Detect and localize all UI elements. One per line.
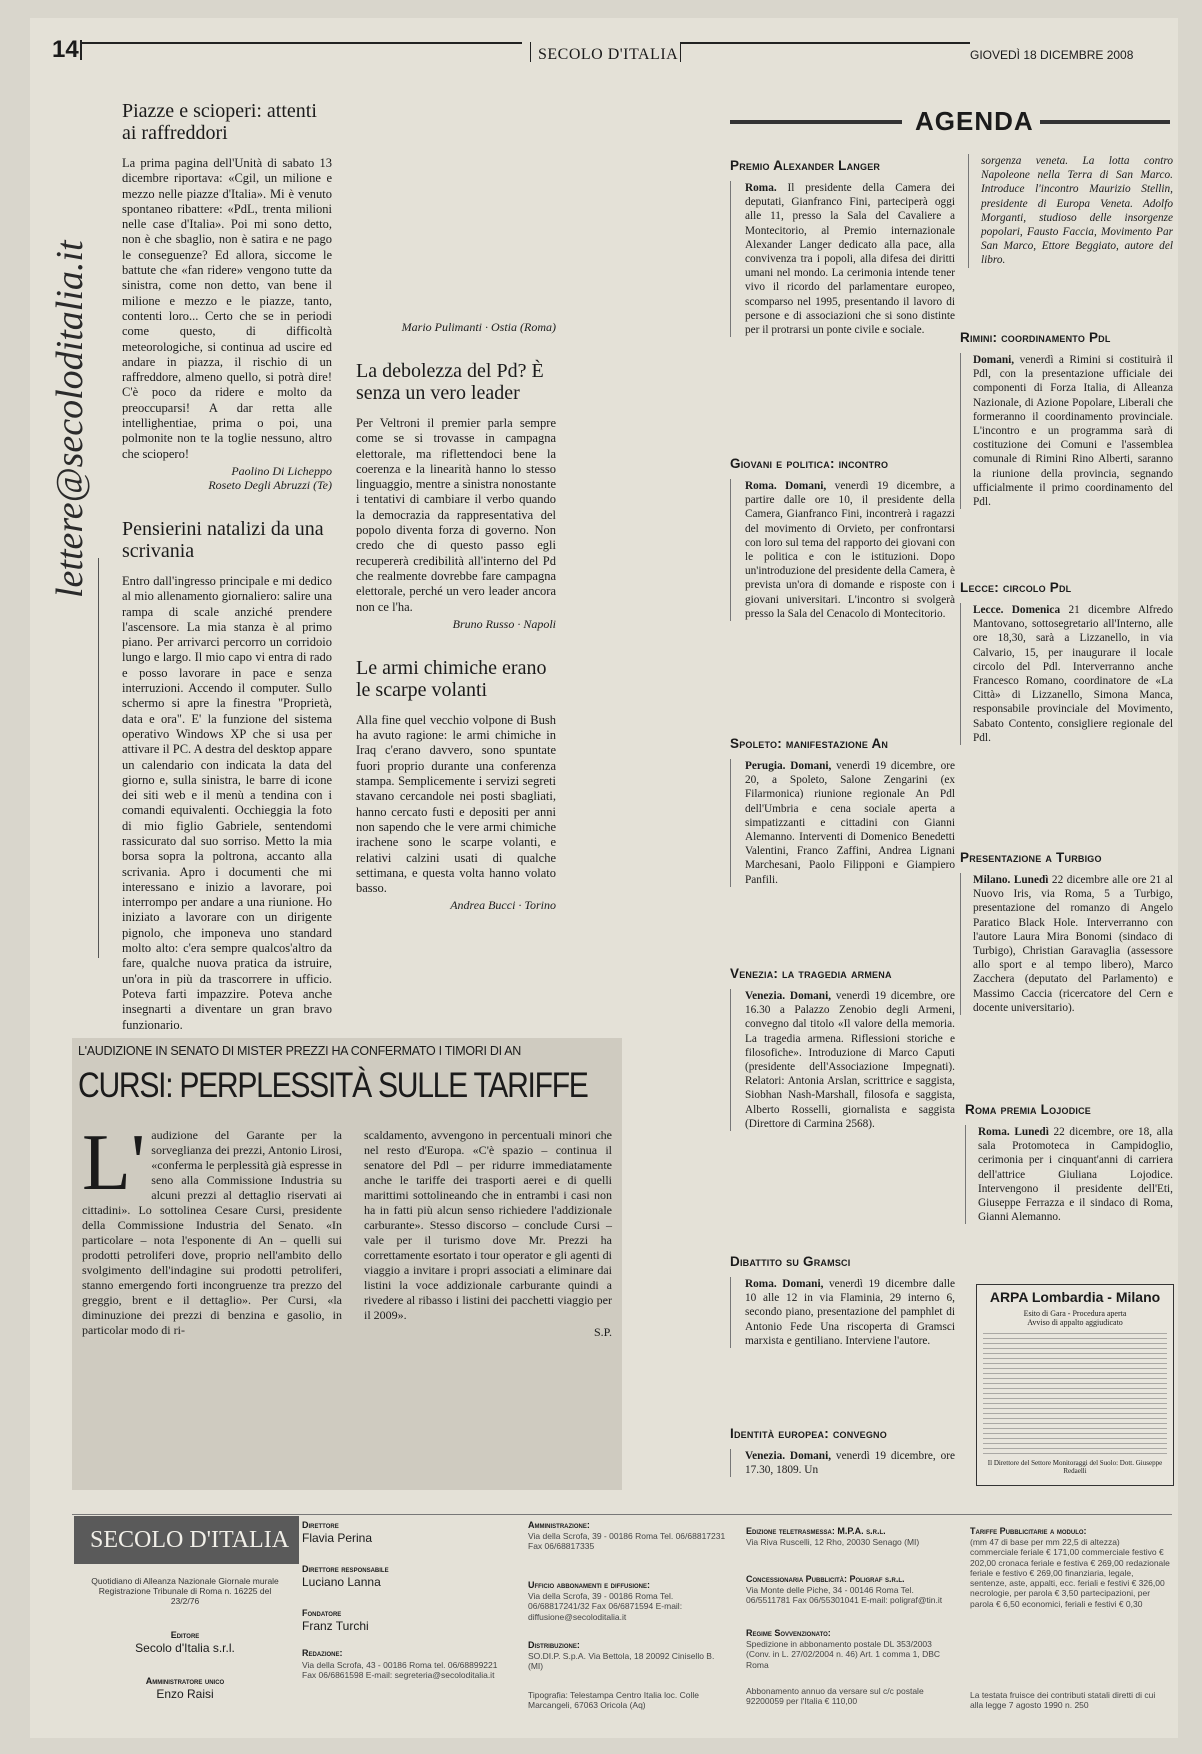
header-bar-mid xyxy=(530,42,531,62)
footer-redazione-label: Redazione: xyxy=(302,1648,343,1658)
arpa-ad xyxy=(976,1284,1174,1486)
arpa-ad-footer: Il Direttore del Settore Monitoraggi del Suolo: Dott. Giuseppe Redaelli xyxy=(987,1459,1163,1475)
agenda-item-4-body: venerdì 19 dicembre, ore 16.30 a Palazzo Zenobio degli Armeni, convegno dal titolo «Il valore della memoria. La tragedia armena. Riflessioni storiche e filosofiche». Introduzione di Marco Caputi (presidente dell'Associazione Impegnati). Relatori: Antonia Arslan, scrittrice e saggista, Siobhan Nash-Marshall, filosofa e saggista, Alberto Rosselli, giornalista e saggista (Direttore di Carmina 2568). xyxy=(745,990,955,1130)
footer-admin: Enzo Raisi xyxy=(156,1687,214,1701)
agenda-item-3-text xyxy=(730,759,955,887)
agenda-item-8 xyxy=(960,580,1173,745)
footer-fondatore: Franz Turchi xyxy=(302,1619,369,1633)
letter-1-body: La prima pagina dell'Unità di sabato 13 dicembre riportava: «Cgil, un milione e mezzo nelle piazze d'Italia». Mi è venuto spontaneo ribattere: «PdL, trenta milioni nelle case d'Italia». Poi mi sono detto, non è che sbaglio, non è satira e ne pago le conseguenze? Ed allora, siccome le battute che «fan ridere» vengono tutte da sinistra, come non detto, van bene il milione e mezzo e le piazze, tanto, contenti loro... Certo che se in periodi come questo, di difficoltà meteorologiche, si continua ad uscire ed andare in piazza, il rischio di un raffreddore, almeno quello, si potrà dire! C'è poco da ridere e molto da preoccuparsi! A dar retta alle intellighentiae, prima o poi, una polmonite non te la toglie nessuno, altro che sciopero! xyxy=(122,156,332,461)
agenda-item-1-lead: Roma. xyxy=(745,182,777,194)
footer-direttore-label: Direttore xyxy=(302,1520,339,1530)
letter-3-signature-name: Bruno Russo xyxy=(452,616,515,631)
agenda-rule-right xyxy=(1040,120,1170,124)
agenda-item-4-head: Venezia: la tragedia armena xyxy=(730,966,892,981)
letters-col-1 xyxy=(122,100,332,1032)
letters-col-2 xyxy=(356,100,556,912)
vertical-divider xyxy=(98,558,99,958)
agenda-item-7-lead: Domani, xyxy=(973,354,1015,366)
agenda-item-3-lead: Perugia. Domani, xyxy=(745,760,832,772)
letter-1-signature: Paolino Di Licheppo xyxy=(231,463,332,478)
agenda-item-9 xyxy=(960,850,1173,1015)
agenda-item-2 xyxy=(730,456,955,621)
footer-contributi: La testata fruisce dei contributi statali diretti di cui alla legge 7 agosto 1990 n. 250 xyxy=(970,1690,1156,1711)
agenda-item-8-text xyxy=(960,603,1173,745)
agenda-item-4 xyxy=(730,966,955,1131)
agenda-item-9-lead: Milano. Lunedì xyxy=(973,874,1049,886)
feature-col-2 xyxy=(364,1128,612,1339)
agenda-item-5-head: Dibattito su Gramsci xyxy=(730,1254,851,1269)
agenda-item-3-head: Spoleto: manifestazione An xyxy=(730,736,889,751)
letter-2-body: Entro dall'ingresso principale e mi dedico al mio allenamento giornaliero: salire una rampa di scale anziché prendere l'ascensore. La mia stanza è al primo piano. Per arrivarci percorro un corridoio lungo e largo. Il mio capo vi entra di rado e posso lavorare in pace e senza interruzioni. Accendo il computer. Sullo schermo si apre la finestra "Proprietà, data e ora". E' la funzione del sistema operativo Windows XP che si usa per attivare il PC. A destra del desktop appare un calendario con indicata la data del giorno e, sulla sinistra, le barre di icone dei siti web e il menù a tendina con i comandi equivalenti. Occhieggia la foto di mio figlio Gabriele, sentendomi rassicurato dal suo sorriso. Metto la mia borsa sopra la poltrona, accanto alla scrivania. Apro i documenti che mi interessano e inizio a lavorare, poi interrompo per andare a una riunione. Ho iniziato a lavorare con un dirigente pignolo, che imponeva uno standard molto alto: c'era sempre qualcos'altro da fare, qualche nuova pratica da istruire, un'ora in più da trascorrere in ufficio. Poteva farti impazzire. Poteva anche insegnarti a diventare un gran bravo funzionario. xyxy=(122,573,332,1032)
footer-fondatore-label: Fondatore xyxy=(302,1608,342,1618)
footer-regime-label: Regime Sovvenzionato: xyxy=(746,1628,831,1638)
letter-4-signature-place: Torino xyxy=(524,898,556,913)
footer-direttore: Flavia Perina xyxy=(302,1531,373,1545)
feature-box xyxy=(72,1038,622,1490)
feature-kicker: L'AUDIZIONE IN SENATO DI MISTER PREZZI HA CONFERMATO I TIMORI DI AN xyxy=(78,1044,521,1058)
footer-abbonamenti-label: Ufficio abbonamenti e diffusione: xyxy=(528,1580,650,1590)
agenda-item-8-body: 21 dicembre Alfredo Mantovano, sottosegretario all'Interno, alle ore 18,30, sarà a Lizzanello, in via Calvario, 15, per inaugurare il locale circolo del Pdl. Interverranno anche Francesco Romano, coordinatore de «La Città» di Lizzanello, Simona Manca, responsabile provinciale del Movimento, Sabato Contento, consigliere regionale del Pdl. xyxy=(973,604,1173,744)
agenda-item-5 xyxy=(730,1254,955,1348)
agenda-item-7-text xyxy=(960,353,1173,509)
agenda-item-8-lead: Lecce. Domenica xyxy=(973,604,1061,616)
footer-distribuzione: SO.DI.P. S.p.A. Via Bettola, 18 20092 Cinisello B. (MI) xyxy=(528,1651,715,1672)
agenda-item-10-lead: Roma. Lunedì xyxy=(978,1126,1049,1138)
letter-2-signature: Mario Pulimanti · Ostia (Roma) xyxy=(401,320,556,334)
letter-2-signature-place: Ostia (Roma) xyxy=(491,320,556,334)
header-bar-mid2 xyxy=(680,42,681,62)
agenda-item-9-text xyxy=(960,873,1173,1015)
agenda-item-6-lead: Venezia. Domani, xyxy=(745,1450,832,1462)
footer-concessionaria: Via Monte delle Piche, 34 - 00146 Roma Tel. 06/5511781 Fax 06/55301041 E-mail: poligraf@tin.it xyxy=(746,1585,943,1606)
letter-2-cont-wrap xyxy=(356,100,556,318)
footer-direttore-resp: Luciano Lanna xyxy=(302,1575,381,1589)
agenda-item-10 xyxy=(965,1102,1173,1224)
footer-concessionaria-label: Concessionaria Pubblicità: Poligraf s.r.l. xyxy=(746,1574,905,1584)
footer-tariffe-label: Tariffe Pubblicitarie a modulo: xyxy=(970,1526,1087,1536)
arpa-ad-subtitle: Esito di Gara - Procedura aperta xyxy=(1023,1309,1127,1318)
agenda-item-10-body: 22 dicembre, ore 18, alla sala Protomoteca in Campidoglio, cerimonia per i cinquant'anni di carriera dell'attrice Giuliana Lojodice. Intervengono il presidente dell'Eti, Giuseppe Ferrazza e il sindaco di Roma, Gianni Alemanno. xyxy=(978,1126,1174,1224)
agenda-rule-left xyxy=(730,120,902,124)
agenda-item-6-head: Identità europea: convegno xyxy=(730,1426,887,1441)
agenda-item-7-head: Rimini: coordinamento Pdl xyxy=(960,330,1111,345)
agenda-item-10-head: Roma premia Lojodice xyxy=(965,1102,1092,1117)
masthead: SECOLO D'ITALIA xyxy=(538,46,679,63)
agenda-item-10-text xyxy=(965,1125,1173,1224)
footer-logo-box xyxy=(74,1516,299,1564)
agenda-item-5-lead: Roma. Domani, xyxy=(745,1278,824,1290)
agenda-item-6-cont-text: sorgenza veneta. La lotta contro Napoleone nella Terra di San Marco. Introduce l'incontro Maurizio Stellin, presidente di Europa Veneta. Adolfo Morganti, studioso delle insorgenze popolari, Fausto Faccia, Movimento Par San Marco, Ettore Beggiato, autore del libro. xyxy=(968,154,1173,268)
letter-2-title: Pensierini natalizi da una scrivania xyxy=(122,517,324,562)
newspaper-page xyxy=(30,18,1178,1738)
agenda-item-8-head: Lecce: circolo Pdl xyxy=(960,580,1072,595)
arpa-ad-fineprint xyxy=(983,1333,1167,1455)
agenda-item-6-text xyxy=(730,1449,955,1477)
footer-abbonamento-annuo: Abbonamento annuo da versare sul c/c postale 92200059 per l'Italia € 110,00 xyxy=(746,1686,924,1707)
arpa-ad-note: Avviso di appalto aggiudicato xyxy=(1027,1318,1123,1327)
feature-col-1 xyxy=(82,1119,342,1338)
agenda-item-1-head: Premio Alexander Langer xyxy=(730,158,881,173)
letter-1-title: Piazze e scioperi: attenti ai raffreddori xyxy=(122,100,317,144)
letter-3-body: Per Veltroni il premier parla sempre come se si trovasse in campagna elettorale, ma riflettendoci bene la coerenza e la linearità hanno lo stesso linguaggio, mentre a sinistra nonostante i tentativi di cambiare il verbo quando la democrazia da rappresentativa del popolo diventa forza di governo. Non credo che di questo passo egli recupererà credibilità all'interno del Pd che realmente dovrebbe fare campagna elettorale, perché un vero leader ancora non ce l'ha. xyxy=(356,416,556,614)
letter-2-body-wrap xyxy=(122,573,332,1032)
agenda-item-7-body: venerdì a Rimini si costituirà il Pdl, con la presentazione ufficiale dei componenti di Forza Italia, di Alleanza Nazionale, di Azione Popolare, Liberali che formeranno il coordinamento provinciale. L'incontro e un programma sarà di costituzione dei Comuni e l'assemblea comunale di Rimini Rino Alberti, saranno la riunione della provincia, segnando ufficialmente il primo coordinamento del Pdl. xyxy=(973,354,1174,509)
agenda-item-3 xyxy=(730,736,955,887)
footer-edizione-label: Edizione teletrasmessa: M.P.A. s.r.l. xyxy=(746,1526,886,1536)
agenda-item-6 xyxy=(730,1426,955,1477)
footer-top-rule xyxy=(72,1514,1172,1515)
header-rule-left xyxy=(82,42,522,44)
footer-editor-label: Editore xyxy=(170,1630,200,1640)
agenda-item-9-head: Presentazione a Turbigo xyxy=(960,850,1102,865)
footer-distribuzione-label: Distribuzione: xyxy=(528,1640,580,1650)
letter-4-signature-name: Andrea Bucci xyxy=(450,898,516,913)
page-number: 14 xyxy=(52,36,79,63)
footer-amministrazione: Via della Scrofa, 39 - 00186 Roma Tel. 06/68817231 Fax 06/68817335 xyxy=(528,1531,726,1552)
agenda-item-1-text xyxy=(730,181,955,337)
agenda-item-6-body: venerdì 19 dicembre, ore 17.30, 1809. Un xyxy=(745,1450,955,1477)
footer-direttore-resp-label: Direttore responsabile xyxy=(302,1564,389,1574)
footer-tariffe: (mm 47 di base per mm 22,5 di altezza) commerciale feriale € 171,00 commerciale festivo € 202,00 cronaca feriale e festiva € 269,00 redazionale feriale e festivo € 269,00 finanziaria, legale, sentenze, aste, appalti, ecc. feriali e festivi € 326,00 necrologie, per parola € 3,50 partecipazioni, per parola € 6,50 economici, feriali e festivi € 0,30 xyxy=(970,1537,1170,1609)
letter-4-title: Le armi chimiche erano le scarpe volanti xyxy=(356,656,547,701)
letter-3-signature-place: Napoli xyxy=(523,616,556,631)
footer-registration: Quotidiano di Alleanza Nazionale Giornale murale Registrazione Tribunale di Roma n. 16225 del 23/2/76 xyxy=(91,1576,279,1607)
letter-3-title: La debolezza del Pd? È senza un vero leader xyxy=(356,360,544,404)
feature-headline: CURSI: PERPLESSITÀ SULLE TARIFFE xyxy=(78,1066,588,1105)
footer-regime: Spedizione in abbonamento postale DL 353/2003 (Conv. in L. 27/02/2004 n. 46) Art. 1 comma 1, DBC Roma xyxy=(746,1639,941,1670)
letter-1-place: Roseto Degli Abruzzi (Te) xyxy=(208,477,332,492)
footer-redazione: Via della Scrofa, 43 - 00186 Roma tel. 06/68899221 Fax 06/6861598 E-mail: segreteria@secoloditalia.it xyxy=(302,1660,498,1681)
feature-col-1-text: audizione del Garante per la sorveglianza dei prezzi, Antonio Lirosi, «conferma le perplessità già espresse in seno alla Commissione Industria su alcuni prezzi al dettaglio riservati ai cittadini». Lo sottolinea Cesare Cursi, presidente della Commissione Industria del Senato. «In particolare – nota l'esponente di An – quelli sui prodotti petroliferi dove, proprio nell'ambito dello svolgimento dell'indagine sui prodotti petroliferi, stanno emergendo forti incongruenze tra prezzo del greggio, brent e il dettaglio». Per Cursi, «la diminuzione dei prezzi di benzina e gasolio, in particolar modo di ri- xyxy=(82,1128,342,1337)
agenda-title: AGENDA xyxy=(915,106,1034,136)
feature-signature: S.P. xyxy=(593,1325,612,1339)
agenda-item-1-body: Il presidente della Camera dei deputati, Gianfranco Fini, parteciperà oggi alle 11, presso la Sala del Cavaliere a Montecitorio, al Premio internazionale Alexander Langer dedicato alla pace, alla convivenza tra i popoli, alla difesa dei diritti umani nel mondo. La cerimonia intende tener vivo il ricordo del parlamentare europeo, scomparso nel 1995, presentando il lavoro di persone e di associazioni che si sono distinte per il protrarsi un ponte civile e sociale. xyxy=(745,182,955,337)
agenda-item-4-text xyxy=(730,989,955,1131)
letter-4-body: Alla fine quel vecchio volpone di Bush ha avuto ragione: le armi chimiche in Iraq c'erano davvero, sono spuntate fuori proprio durante una conferenza stampa. Semplicemente i servizi segreti stavano cercandole nei posti sbagliati, hanno cercato fusti e depositi per anni non sapendo che le vere armi chimiche irachene sono le scarpe volanti, e relativi calzini usati di qualche settimana, e questa volta hanno volato basso. xyxy=(356,712,556,896)
agenda-item-2-text xyxy=(730,479,955,621)
feature-col-2-text: scaldamento, avvengono in percentuali minori che nel resto d'Europa. «C'è spazio – continua il senatore del Pdl – per ridurre immediatamente anche le tariffe dei trasporti aerei e di quelli marittimi sottolineando che in entrambi i casi non ha in fatti più alcun senso richiedere l'addizionale carburante». Stesso discorso – conclude Cursi – vale per il turismo dove Mr. Prezzi ha correttamente esortato i tour operator e gli agenti di viaggio a invitare i propri associati a eliminare dai listini la voce addizionale carburante quindi a rivedere al ribasso i listini dei pacchetti viaggio per il 2009». xyxy=(364,1128,612,1322)
footer-editor: Secolo d'Italia s.r.l. xyxy=(135,1641,235,1655)
letter-4-signature: Andrea Bucci · Torino xyxy=(450,898,556,913)
issue-date: GIOVEDÌ 18 DICEMBRE 2008 xyxy=(970,48,1134,62)
agenda-item-2-head: Giovani e politica: incontro xyxy=(730,456,889,471)
agenda-item-7 xyxy=(960,330,1173,509)
agenda-item-9-body: 22 dicembre alle ore 21 al Nuovo Iris, via Roma, 5 a Turbigo, presentazione del romanzo di Angelo Paratico Black Hole. Interverranno con l'autore Laura Mira Bonomi (sindaco di Turbigo), Christian Garavaglia (assessore allo sport e al tempo libero), Marco Zacchera (deputato del Parlamento) e Massimo Caccia (ricercatore del Cern e docente universitario). xyxy=(973,874,1173,1014)
letter-2-signature-name: Mario Pulimanti xyxy=(401,320,482,334)
header-rule-right xyxy=(680,42,970,44)
footer-amministrazione-label: Amministrazione: xyxy=(528,1520,590,1530)
agenda-item-3-body: venerdì 19 dicembre, ore 20, a Spoleto, Salone Zengarini (ex Filarmonica) riunione regionale An Pdl dell'Umbria e cena sociale aperta a simpatizzanti e cittadini con Gianni Alemanno. Interventi di Domenico Benedetti Valentini, Franco Zaffini, Andrea Lignani Marchesani, Paolo Filipponi e Giampiero Panfili. xyxy=(745,760,955,886)
footer-admin-label: Amministratore unico xyxy=(145,1676,225,1686)
agenda-item-5-body: venerdì 19 dicembre dalle 10 alle 12 in via Flaminia, 29 interno 6, secondo piano, presentazione del pamphlet di Antonio Fede Una riscoperta di Gramsci marxista e gentiliano. Interviene l'autore. xyxy=(745,1278,955,1347)
agenda-item-1 xyxy=(730,158,955,337)
footer-logo: SECOLO D'ITALIA xyxy=(90,1527,290,1553)
footer-tipografia: Tipografia: Telestampa Centro Italia loc. Colle Marcangeli, 67063 Oricola (Aq) xyxy=(528,1690,700,1711)
arpa-ad-title: ARPA Lombardia - Milano xyxy=(989,1289,1161,1305)
agenda-item-4-lead: Venezia. Domani, xyxy=(745,990,832,1002)
letters-email-label xyxy=(48,98,94,598)
agenda-item-6-cont xyxy=(968,154,1173,268)
footer-edizione: Via Riva Ruscelli, 12 Rho, 20030 Senago (MI) xyxy=(746,1537,920,1547)
agenda-item-5-text xyxy=(730,1277,955,1348)
agenda-item-2-lead: Roma. Domani, xyxy=(745,480,827,492)
letter-3-signature: Bruno Russo · Napoli xyxy=(452,616,556,631)
header-bar-left xyxy=(80,40,82,60)
feature-dropcap: L' xyxy=(82,1119,146,1207)
letters-email-text: lettere@secoloditalia.it xyxy=(49,240,91,598)
agenda-item-2-body: venerdì 19 dicembre, a partire dalle ore 10, il presidente della Camera, Gianfranco Fini, incontrerà i ragazzi del movimento di Orvieto, per confrontarsi con loro sul tema del rapporto dei giovani con le politica e con le istituzioni. Dopo un'introduzione del presidente della Camera, è prevista un'ora di domande e risposte con i giovani universitari. L'incontro si svolgerà presso la Sala del Cenacolo di Montecitorio. xyxy=(745,480,955,620)
footer-abbonamenti: Via della Scrofa, 39 - 00186 Roma Tel. 06/68817241/32 Fax 06/6871594 E-mail: diffusione@secoloditalia.it xyxy=(528,1591,683,1622)
